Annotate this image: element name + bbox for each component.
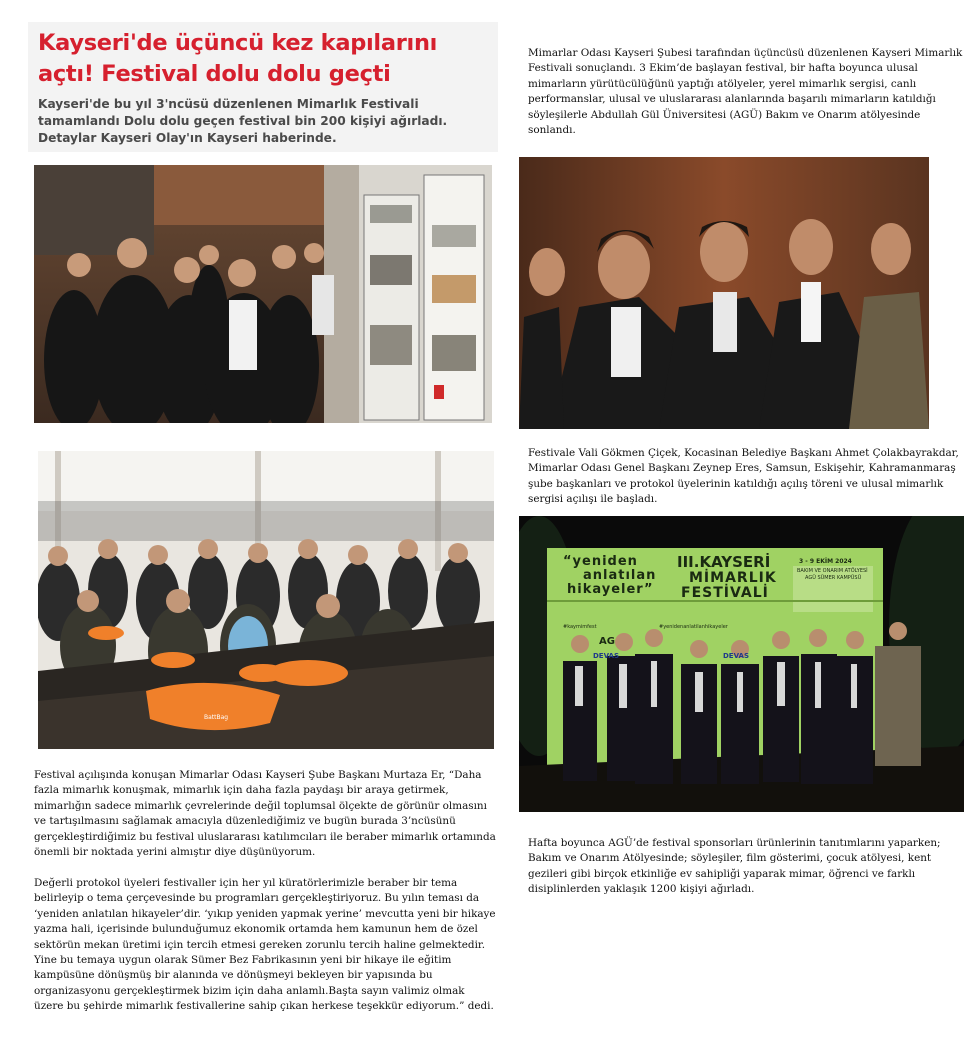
- festival-banner: [547, 548, 883, 668]
- banner-dates: 3 - 9 EKİM 2024: [799, 558, 852, 565]
- opening-paragraph: Festivale Vali Gökmen Çiçek, Kocasinan Belediye Başkanı Ahmet Çolakbayrakdar, Mimarlar Odası Genel Başkanı Zeynep Eres, Samsun, Eskişehir, Kahramanmaraş şube başkanları ve protokol üyelerinin katıldığı açılış töreni ve ulusal mimarlık sergisi açılışı ile başladı.: [528, 447, 959, 506]
- banner-sponsor-2: AG: [599, 636, 615, 647]
- sponsors-paragraph: Hafta boyunca AGÜ’de festival sponsorları ürünlerinin tanıtımlarını yaparken; Bakım ve Onarım Atölyesinde; söyleşiler, film gösterimi, çocuk atölyesi, kent gezileri gibi birçok etkinliğe ev sahipliği yaparak mimar, öğrenci ve farklı disiplinlerden yaklaşık 1200 kişiyi ağırladı.: [528, 837, 941, 896]
- exhibition-visit-photo: [34, 165, 492, 423]
- banner-venue-2: AGÜ SÜMER KAMPÜSÜ: [805, 575, 862, 581]
- group-banner-photo: [519, 516, 964, 812]
- cushion-label: BattBag: [204, 714, 229, 721]
- speech-paragraph-1: Festival açılışında konuşan Mimarlar Odası Kayseri Şube Başkanı Murtaza Er, “Daha fazla mimarlık konuşmak, mimarlık için daha fazla paydaşı bir araya getirmek, mimarlığın sadece mimarlık çevrelerinde değil toplumsal ölçekte de görünür olmasını ve tartışılmasını sağlamak amacıyla düzenlediğimiz ve bugün burada 3’ncüsünü gerçekleştirdiğimiz bu festival uluslararası katılımcıları ile beraber mimarlık ortamında önemli bir noktada yerini almıştır diye düşünüyorum.: [34, 769, 496, 859]
- banner-title-2: FESTİVALİ: [681, 585, 769, 601]
- audience-photo: [38, 451, 494, 749]
- banner-sponsor-3: DEVAS: [723, 652, 749, 660]
- banner-title-1: MİMARLIK: [689, 570, 777, 586]
- speech-paragraph-2: Değerli protokol üyeleri festivaller için her yıl küratörlerimizle beraber bir tema belirleyip o tema çerçevesinde bu programları gerçekleştiriyoruz. Bu yılın teması da ‘yeniden anlatılan hikayeler’dir. ‘yıkıp yeniden yapmak yerine’ mevcutta yeni bir hikaye yazma hali, içerisinde bulunduğumuz ekonomik ortamda hem kamunun hem de özel sektörün mekan üretimi için tercih etmesi gereken zorunlu tercih haline gelmektedir. Yine bu temaya uygun olarak Sümer Bez Fabrikasının yeni bir hikaye ile eğitim kampüsüne dönüşmüş bir alanında ve dönüşmeyi bekleyen bir yapısında bu organizasyonu gerçekleştirmek bizim için daha anlamlı.Başta sayın valimiz olmak üzere bu şehirde mimarlık festivallerine sahip çıkan herkese teşekkür ediyorum.” dedi.: [34, 877, 496, 1013]
- banner-slogan-2: anlatılan: [583, 568, 657, 583]
- article-headline: Kayseri'de üçüncü kez kapılarını açtı! Festival dolu dolu geçti: [38, 30, 438, 87]
- banner-sponsor-1: DEVAS: [593, 652, 619, 660]
- article-summary: Kayseri'de bu yıl 3'ncüsü düzenlenen Mimarlık Festivali tamamlandı Dolu dolu geçen festival bin 200 kişiyi ağırladı. Detaylar Kayseri Olay'ın Kayseri haberinde.: [38, 97, 448, 145]
- intro-paragraph: Mimarlar Odası Kayseri Şubesi tarafından üçüncüsü düzenlenen Kayseri Mimarlık Festivali sonuçlandı. 3 Ekim’de başlayan festival, bir hafta boyunca ulusal mimarların yürütücülüğünü yaptığı atölyeler, yerel mimarlık sergisi, canlı performanslar, ulusal ve uluslararası alanlarında başarılı mimarların katıldığı söyleşilerle Abdullah Gül Üniversitesi (AGÜ) Bakım ve Onarım atölyesinde sonlandı.: [528, 47, 963, 137]
- banner-slogan-1: “yeniden: [563, 554, 638, 569]
- banner-tag-1: #kaymimfest: [563, 624, 597, 630]
- banner-tag-2: #yenidenanlatilanhikayeler: [659, 624, 728, 630]
- seated-guests-photo: [519, 157, 929, 429]
- banner-slogan-3: hikayeler”: [567, 582, 654, 597]
- banner-venue-1: BAKIM VE ONARIM ATÖLYESİ: [797, 568, 868, 574]
- banner-edition: III.KAYSERİ: [677, 553, 771, 571]
